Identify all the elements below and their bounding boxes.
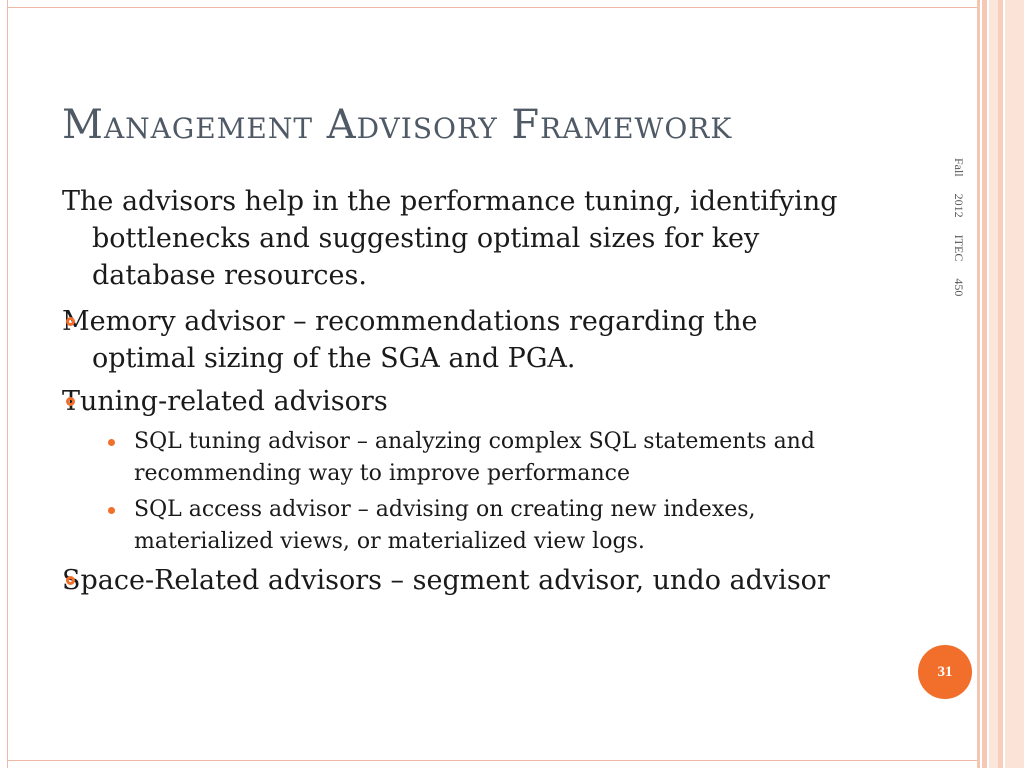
sub-bullet-text: SQL tuning advisor – analyzing complex SQL statements and recommending way to improve performance [134, 429, 815, 486]
bullet-ring-icon [66, 576, 75, 585]
sub-bullet-item [134, 426, 862, 490]
sub-bullet-text: SQL access advisor – advising on creating new indexes, materialized views, or materialized view logs. [134, 497, 756, 554]
bullet-item [62, 303, 862, 377]
sub-bullet-item [134, 494, 862, 558]
frame-line-bottom [7, 760, 977, 761]
slide-title: Management Advisory Framework [62, 102, 733, 148]
vertical-footer [948, 158, 968, 358]
decor-stripe [977, 0, 980, 768]
decor-stripe [989, 0, 998, 768]
slide-body [62, 183, 862, 605]
bullet-dot-icon [108, 507, 115, 514]
page-number-badge: 31 [918, 645, 972, 699]
footer-text: Fall 2012 ITEC 450 [952, 158, 966, 297]
bullet-text: Space-Related advisors – segment advisor, undo advisor [62, 565, 830, 596]
bullet-text: Memory advisor – recommendations regarding the optimal sizing of the SGA and PGA. [62, 306, 758, 374]
bullet-dot-icon [108, 439, 115, 446]
decor-stripe [1005, 0, 1024, 768]
decor-stripe [998, 0, 1003, 768]
decor-stripe [982, 0, 987, 768]
frame-line-top [7, 7, 977, 8]
bullet-ring-icon [66, 397, 75, 406]
bullet-item [62, 562, 862, 599]
bullet-item [62, 383, 862, 420]
intro-paragraph: The advisors help in the performance tuning, identifying bottlenecks and suggesting optimal sizes for key database resources. [62, 186, 838, 291]
frame-line-left [7, 0, 8, 768]
bullet-ring-icon [66, 317, 75, 326]
bullet-text: Tuning-related advisors [62, 386, 388, 417]
